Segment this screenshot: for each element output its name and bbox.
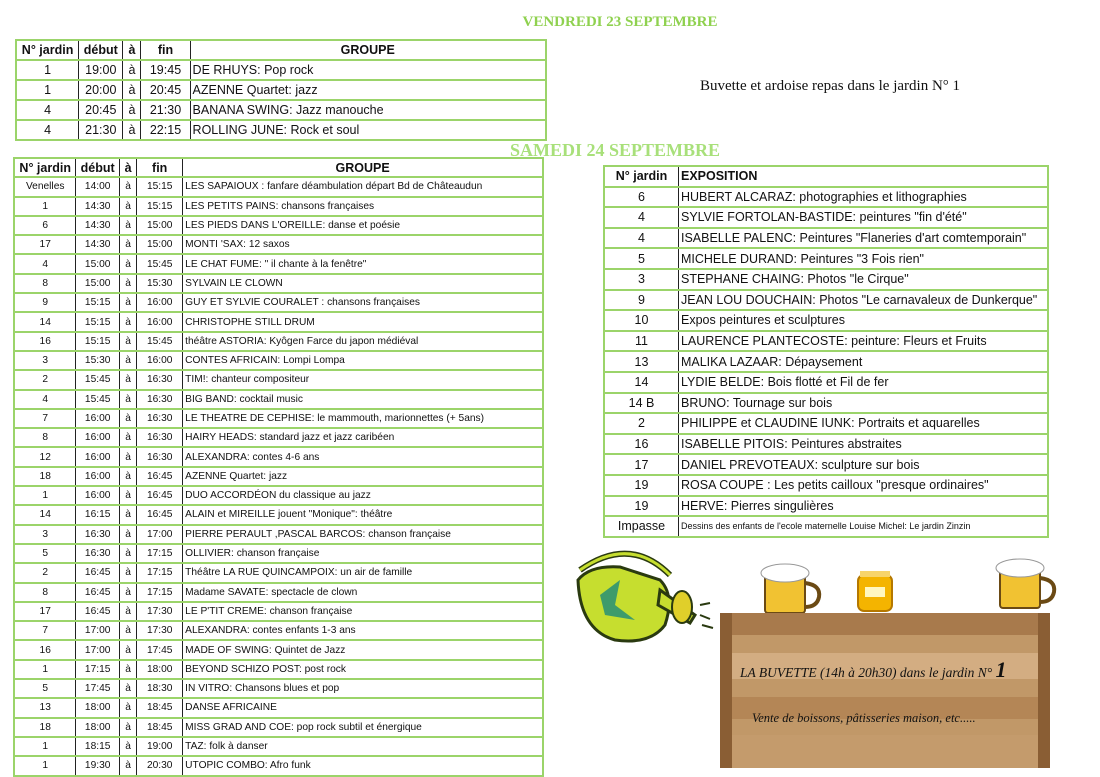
saturday-cell: à bbox=[119, 544, 136, 563]
table-row bbox=[14, 254, 543, 273]
exposition-cell: ISABELLE PALENC: Peintures "Flaneries d'art comtemporain" bbox=[678, 228, 1048, 249]
saturday-cell: à bbox=[119, 505, 136, 524]
exposition-cell: STEPHANE CHAING: Photos "le Cirque" bbox=[678, 269, 1048, 290]
saturday-cell: 16:30 bbox=[76, 544, 120, 563]
table-row bbox=[14, 640, 543, 659]
saturday-header-3: fin bbox=[137, 158, 183, 177]
saturday-cell: 18:45 bbox=[137, 718, 183, 737]
saturday-cell: 17:30 bbox=[137, 621, 183, 640]
saturday-cell: 7 bbox=[14, 409, 76, 428]
friday-cell: 4 bbox=[16, 100, 79, 120]
saturday-cell: à bbox=[119, 312, 136, 331]
saturday-cell: à bbox=[119, 640, 136, 659]
exposition-cell: 11 bbox=[604, 331, 678, 352]
exposition-cell: JEAN LOU DOUCHAIN: Photos "Le carnavaleux de Dunkerque" bbox=[678, 290, 1048, 311]
saturday-cell: 2 bbox=[14, 563, 76, 582]
saturday-cell: 15:00 bbox=[76, 274, 120, 293]
saturday-cell: 18:45 bbox=[137, 698, 183, 717]
saturday-cell: à bbox=[119, 486, 136, 505]
saturday-cell: 17:00 bbox=[76, 640, 120, 659]
saturday-cell: LES PIEDS DANS L'OREILLE: danse et poésie bbox=[183, 216, 543, 235]
saturday-cell: CONTES AFRICAIN: Lompi Lompa bbox=[183, 351, 543, 370]
friday-cell: à bbox=[123, 120, 141, 140]
friday-cell: 1 bbox=[16, 60, 79, 80]
saturday-cell: 13 bbox=[14, 698, 76, 717]
saturday-cell: 17:00 bbox=[76, 621, 120, 640]
saturday-cell: 15:45 bbox=[137, 254, 183, 273]
saturday-cell: 7 bbox=[14, 621, 76, 640]
friday-cell: AZENNE Quartet: jazz bbox=[190, 80, 546, 100]
table-row bbox=[14, 563, 543, 582]
exposition-cell: 17 bbox=[604, 454, 678, 475]
saturday-cell: 4 bbox=[14, 390, 76, 409]
saturday-cell: 16:45 bbox=[76, 583, 120, 602]
wooden-crate bbox=[720, 613, 1050, 768]
table-row bbox=[14, 235, 543, 254]
saturday-cell: 18:00 bbox=[137, 660, 183, 679]
exposition-cell: DANIEL PREVOTEAUX: sculpture sur bois bbox=[678, 454, 1048, 475]
saturday-cell: 18:15 bbox=[76, 737, 120, 756]
saturday-cell: UTOPIC COMBO: Afro funk bbox=[183, 756, 543, 775]
table-row bbox=[604, 290, 1048, 311]
table-row bbox=[14, 698, 543, 717]
saturday-cell: 17:45 bbox=[137, 640, 183, 659]
table-row bbox=[14, 467, 543, 486]
table-row bbox=[14, 216, 543, 235]
exposition-cell: SYLVIE FORTOLAN-BASTIDE: peintures "fin d'été" bbox=[678, 207, 1048, 228]
table-row bbox=[604, 496, 1048, 517]
exposition-cell: 10 bbox=[604, 310, 678, 331]
buvette-note: Buvette et ardoise repas dans le jardin N° 1 bbox=[699, 78, 961, 94]
saturday-cell: à bbox=[119, 390, 136, 409]
saturday-cell: 8 bbox=[14, 274, 76, 293]
saturday-cell: 19:30 bbox=[76, 756, 120, 775]
saturday-cell: à bbox=[119, 274, 136, 293]
saturday-cell: à bbox=[119, 332, 136, 351]
exposition-cell: 4 bbox=[604, 228, 678, 249]
saturday-cell: à bbox=[119, 583, 136, 602]
exposition-cell: 19 bbox=[604, 475, 678, 496]
table-row bbox=[604, 475, 1048, 496]
friday-cell: DE RHUYS: Pop rock bbox=[190, 60, 546, 80]
table-row bbox=[14, 409, 543, 428]
friday-cell: 19:00 bbox=[79, 60, 123, 80]
saturday-cell: 15:15 bbox=[76, 332, 120, 351]
saturday-cell: à bbox=[119, 447, 136, 466]
saturday-cell: 17:00 bbox=[137, 525, 183, 544]
saturday-cell: MADE OF SWING: Quintet de Jazz bbox=[183, 640, 543, 659]
saturday-cell: à bbox=[119, 756, 136, 775]
exposition-cell: 13 bbox=[604, 351, 678, 372]
saturday-header-2: à bbox=[119, 158, 136, 177]
table-row bbox=[14, 197, 543, 216]
saturday-cell: TAZ: folk à danser bbox=[183, 737, 543, 756]
saturday-cell: 3 bbox=[14, 351, 76, 370]
saturday-cell: 14:30 bbox=[76, 235, 120, 254]
saturday-header-4: GROUPE bbox=[183, 158, 543, 177]
saturday-cell: à bbox=[119, 235, 136, 254]
saturday-cell: 3 bbox=[14, 525, 76, 544]
table-row bbox=[14, 293, 543, 312]
exposition-cell: ISABELLE PITOIS: Peintures abstraites bbox=[678, 434, 1048, 455]
exposition-cell: 16 bbox=[604, 434, 678, 455]
saturday-cell: BIG BAND: cocktail music bbox=[183, 390, 543, 409]
saturday-cell: 12 bbox=[14, 447, 76, 466]
exposition-header-0: N° jardin bbox=[604, 166, 678, 187]
table-row bbox=[604, 372, 1048, 393]
exposition-cell: Impasse bbox=[604, 516, 678, 537]
exposition-cell: LAURENCE PLANTECOSTE: peinture: Fleurs et Fruits bbox=[678, 331, 1048, 352]
friday-cell: 4 bbox=[16, 120, 79, 140]
saturday-cell: à bbox=[119, 467, 136, 486]
saturday-cell: 17:45 bbox=[76, 679, 120, 698]
exposition-cell: 14 bbox=[604, 372, 678, 393]
friday-cell: 20:45 bbox=[79, 100, 123, 120]
friday-cell: 20:00 bbox=[79, 80, 123, 100]
saturday-cell: à bbox=[119, 602, 136, 621]
table-row bbox=[16, 60, 546, 80]
friday-cell: 21:30 bbox=[141, 100, 190, 120]
saturday-cell: 15:45 bbox=[76, 370, 120, 389]
table-row bbox=[14, 486, 543, 505]
saturday-cell: 5 bbox=[14, 679, 76, 698]
saturday-cell: 17:15 bbox=[137, 583, 183, 602]
saturday-cell: HAIRY HEADS: standard jazz et jazz caribéen bbox=[183, 428, 543, 447]
saturday-cell: TIM!: chanteur compositeur bbox=[183, 370, 543, 389]
friday-cell: 22:15 bbox=[141, 120, 190, 140]
exposition-cell: MALIKA LAZAAR: Dépaysement bbox=[678, 351, 1048, 372]
friday-header-2: à bbox=[123, 40, 141, 60]
saturday-cell: 15:45 bbox=[76, 390, 120, 409]
buvette-heading bbox=[740, 657, 1040, 683]
saturday-cell: SYLVAIN LE CLOWN bbox=[183, 274, 543, 293]
exposition-cell: 6 bbox=[604, 187, 678, 208]
saturday-cell: 18:30 bbox=[137, 679, 183, 698]
saturday-cell: LE CHAT FUME: " il chante à la fenêtre" bbox=[183, 254, 543, 273]
saturday-cell: à bbox=[119, 351, 136, 370]
table-row bbox=[16, 120, 546, 140]
friday-title: VENDREDI 23 SEPTEMBRE bbox=[522, 14, 718, 30]
saturday-cell: 5 bbox=[14, 544, 76, 563]
table-row bbox=[14, 428, 543, 447]
exposition-cell: Expos peintures et sculptures bbox=[678, 310, 1048, 331]
saturday-cell: DUO ACCORDÉON du classique au jazz bbox=[183, 486, 543, 505]
saturday-cell: BEYOND SCHIZO POST: post rock bbox=[183, 660, 543, 679]
saturday-cell: Madame SAVATE: spectacle de clown bbox=[183, 583, 543, 602]
saturday-cell: 19:00 bbox=[137, 737, 183, 756]
saturday-cell: 16:45 bbox=[76, 563, 120, 582]
table-row bbox=[14, 274, 543, 293]
table-row bbox=[14, 679, 543, 698]
buvette-garden-number: 1 bbox=[995, 657, 1007, 682]
saturday-cell: théâtre ASTORIA: Kyôgen Farce du japon médiéval bbox=[183, 332, 543, 351]
saturday-cell: à bbox=[119, 621, 136, 640]
exposition-table bbox=[603, 165, 1049, 538]
saturday-cell: 4 bbox=[14, 254, 76, 273]
friday-cell: à bbox=[123, 100, 141, 120]
table-row bbox=[14, 390, 543, 409]
saturday-cell: 2 bbox=[14, 370, 76, 389]
saturday-cell: 16:00 bbox=[76, 409, 120, 428]
saturday-cell: LES SAPAIOUX : fanfare déambulation départ Bd de Châteaudun bbox=[183, 177, 543, 196]
table-row bbox=[14, 351, 543, 370]
saturday-cell: 15:00 bbox=[137, 216, 183, 235]
saturday-cell: 8 bbox=[14, 428, 76, 447]
saturday-cell: à bbox=[119, 428, 136, 447]
saturday-cell: 1 bbox=[14, 486, 76, 505]
saturday-cell: à bbox=[119, 563, 136, 582]
saturday-cell: 16:00 bbox=[76, 428, 120, 447]
saturday-cell: 16 bbox=[14, 332, 76, 351]
honey-jar-icon bbox=[858, 571, 892, 611]
saturday-cell: 16 bbox=[14, 640, 76, 659]
table-row bbox=[604, 434, 1048, 455]
watering-can-icon bbox=[578, 554, 713, 641]
saturday-cell: 16:00 bbox=[76, 467, 120, 486]
saturday-cell: 18 bbox=[14, 718, 76, 737]
saturday-cell: à bbox=[119, 525, 136, 544]
saturday-cell: 15:45 bbox=[137, 332, 183, 351]
saturday-cell: à bbox=[119, 409, 136, 428]
friday-cell: à bbox=[123, 60, 141, 80]
saturday-cell: 18:00 bbox=[76, 698, 120, 717]
saturday-cell: 16:45 bbox=[76, 602, 120, 621]
saturday-cell: 6 bbox=[14, 216, 76, 235]
saturday-cell: 15:00 bbox=[76, 254, 120, 273]
saturday-cell: 15:15 bbox=[137, 197, 183, 216]
saturday-cell: ALEXANDRA: contes 4-6 ans bbox=[183, 447, 543, 466]
table-row bbox=[14, 177, 543, 196]
saturday-cell: à bbox=[119, 254, 136, 273]
saturday-cell: LE P'TIT CREME: chanson française bbox=[183, 602, 543, 621]
saturday-cell: à bbox=[119, 698, 136, 717]
table-row bbox=[14, 718, 543, 737]
saturday-cell: 15:15 bbox=[76, 293, 120, 312]
table-row bbox=[604, 413, 1048, 434]
friday-cell: 19:45 bbox=[141, 60, 190, 80]
table-row bbox=[604, 310, 1048, 331]
table-row bbox=[14, 621, 543, 640]
saturday-cell: 16:00 bbox=[137, 293, 183, 312]
saturday-cell: MONTI 'SAX: 12 saxos bbox=[183, 235, 543, 254]
saturday-header-1: début bbox=[76, 158, 120, 177]
saturday-cell: PIERRE PERAULT ,PASCAL BARCOS: chanson française bbox=[183, 525, 543, 544]
table-row bbox=[604, 331, 1048, 352]
saturday-cell: 17 bbox=[14, 235, 76, 254]
saturday-cell: 17 bbox=[14, 602, 76, 621]
table-row bbox=[604, 248, 1048, 269]
exposition-cell: LYDIE BELDE: Bois flotté et Fil de fer bbox=[678, 372, 1048, 393]
saturday-cell: 14:00 bbox=[76, 177, 120, 196]
saturday-cell: à bbox=[119, 737, 136, 756]
friday-cell: ROLLING JUNE: Rock et soul bbox=[190, 120, 546, 140]
table-row bbox=[14, 583, 543, 602]
saturday-cell: 15:30 bbox=[76, 351, 120, 370]
buvette-subtext: Vente de boissons, pâtisseries maison, etc..... bbox=[752, 711, 976, 725]
saturday-cell: 16:45 bbox=[137, 486, 183, 505]
saturday-cell: Venelles bbox=[14, 177, 76, 196]
table-row bbox=[14, 544, 543, 563]
saturday-cell: 16:00 bbox=[76, 447, 120, 466]
table-row bbox=[604, 207, 1048, 228]
saturday-cell: à bbox=[119, 370, 136, 389]
exposition-cell: PHILIPPE et CLAUDINE IUNK: Portraits et aquarelles bbox=[678, 413, 1048, 434]
table-row bbox=[604, 269, 1048, 290]
table-row bbox=[604, 228, 1048, 249]
table-row bbox=[604, 393, 1048, 414]
saturday-cell: 14:30 bbox=[76, 197, 120, 216]
saturday-cell: 16:00 bbox=[76, 486, 120, 505]
table-row bbox=[16, 100, 546, 120]
saturday-cell: 16:00 bbox=[137, 312, 183, 331]
saturday-cell: IN VITRO: Chansons blues et pop bbox=[183, 679, 543, 698]
exposition-cell: HERVE: Pierres singulières bbox=[678, 496, 1048, 517]
exposition-cell: HUBERT ALCARAZ: photographies et lithographies bbox=[678, 187, 1048, 208]
friday-cell: 1 bbox=[16, 80, 79, 100]
table-row bbox=[14, 660, 543, 679]
table-row bbox=[604, 454, 1048, 475]
saturday-cell: 16:30 bbox=[137, 428, 183, 447]
saturday-cell: 16:30 bbox=[137, 447, 183, 466]
table-row bbox=[14, 505, 543, 524]
saturday-cell: ALAIN et MIREILLE jouent "Monique": théâtre bbox=[183, 505, 543, 524]
table-row bbox=[14, 332, 543, 351]
friday-cell: à bbox=[123, 80, 141, 100]
exposition-cell: 3 bbox=[604, 269, 678, 290]
saturday-cell: 1 bbox=[14, 660, 76, 679]
saturday-cell: 15:15 bbox=[76, 312, 120, 331]
table-row bbox=[14, 525, 543, 544]
table-row bbox=[16, 80, 546, 100]
friday-cell: 21:30 bbox=[79, 120, 123, 140]
table-row bbox=[604, 187, 1048, 208]
table-row bbox=[14, 756, 543, 775]
exposition-cell: 9 bbox=[604, 290, 678, 311]
table-row bbox=[14, 312, 543, 331]
exposition-cell: 14 B bbox=[604, 393, 678, 414]
saturday-cell: 14 bbox=[14, 312, 76, 331]
beer-mug-icon bbox=[996, 559, 1054, 608]
friday-header-1: début bbox=[79, 40, 123, 60]
friday-header-0: N° jardin bbox=[16, 40, 79, 60]
saturday-cell: à bbox=[119, 197, 136, 216]
exposition-cell: 5 bbox=[604, 248, 678, 269]
exposition-cell: Dessins des enfants de l'ecole maternelle Louise Michel: Le jardin Zinzin bbox=[678, 516, 1048, 537]
saturday-cell: à bbox=[119, 660, 136, 679]
buvette-heading-text: LA BUVETTE (14h à 20h30) dans le jardin N° bbox=[740, 665, 993, 680]
saturday-cell: 16:30 bbox=[137, 390, 183, 409]
exposition-cell: BRUNO: Tournage sur bois bbox=[678, 393, 1048, 414]
saturday-cell: 1 bbox=[14, 737, 76, 756]
beer-mug-icon bbox=[761, 564, 819, 613]
saturday-cell: 16:15 bbox=[76, 505, 120, 524]
saturday-cell: 14 bbox=[14, 505, 76, 524]
saturday-header-0: N° jardin bbox=[14, 158, 76, 177]
friday-cell: BANANA SWING: Jazz manouche bbox=[190, 100, 546, 120]
saturday-cell: 8 bbox=[14, 583, 76, 602]
friday-schedule-table bbox=[15, 39, 547, 141]
saturday-cell: 17:15 bbox=[137, 544, 183, 563]
table-row bbox=[14, 447, 543, 466]
buvette-illustration bbox=[560, 535, 1100, 775]
exposition-cell: MICHELE DURAND: Peintures "3 Fois rien" bbox=[678, 248, 1048, 269]
saturday-cell: 16:30 bbox=[137, 409, 183, 428]
saturday-schedule-table bbox=[13, 157, 544, 777]
saturday-cell: 15:30 bbox=[137, 274, 183, 293]
saturday-cell: à bbox=[119, 216, 136, 235]
saturday-cell: 15:15 bbox=[137, 177, 183, 196]
saturday-cell: 20:30 bbox=[137, 756, 183, 775]
friday-cell: 20:45 bbox=[141, 80, 190, 100]
saturday-cell: LE THEATRE DE CEPHISE: le mammouth, marionnettes (+ 5ans) bbox=[183, 409, 543, 428]
saturday-cell: DANSE AFRICAINE bbox=[183, 698, 543, 717]
saturday-cell: 14:30 bbox=[76, 216, 120, 235]
friday-header-4: GROUPE bbox=[190, 40, 546, 60]
saturday-cell: 16:45 bbox=[137, 505, 183, 524]
exposition-header-1: EXPOSITION bbox=[678, 166, 1048, 187]
saturday-cell: à bbox=[119, 293, 136, 312]
exposition-cell: 2 bbox=[604, 413, 678, 434]
exposition-cell: ROSA COUPE : Les petits cailloux "presque ordinaires" bbox=[678, 475, 1048, 496]
saturday-cell: à bbox=[119, 679, 136, 698]
exposition-cell: 4 bbox=[604, 207, 678, 228]
saturday-cell: GUY ET SYLVIE COURALET : chansons françaises bbox=[183, 293, 543, 312]
saturday-cell: 16:30 bbox=[76, 525, 120, 544]
saturday-cell: OLLIVIER: chanson française bbox=[183, 544, 543, 563]
table-row bbox=[14, 602, 543, 621]
table-row bbox=[14, 737, 543, 756]
saturday-cell: 16:30 bbox=[137, 370, 183, 389]
saturday-cell: 17:15 bbox=[76, 660, 120, 679]
saturday-cell: MISS GRAD AND COE: pop rock subtil et énergique bbox=[183, 718, 543, 737]
saturday-cell: 17:15 bbox=[137, 563, 183, 582]
saturday-cell: CHRISTOPHE STILL DRUM bbox=[183, 312, 543, 331]
saturday-cell: 16:00 bbox=[137, 351, 183, 370]
saturday-cell: à bbox=[119, 718, 136, 737]
table-row bbox=[604, 516, 1048, 537]
saturday-cell: à bbox=[119, 177, 136, 196]
exposition-cell: 19 bbox=[604, 496, 678, 517]
saturday-cell: 18:00 bbox=[76, 718, 120, 737]
table-row bbox=[14, 370, 543, 389]
friday-header-3: fin bbox=[141, 40, 190, 60]
saturday-cell: ALEXANDRA: contes enfants 1-3 ans bbox=[183, 621, 543, 640]
saturday-cell: 16:45 bbox=[137, 467, 183, 486]
saturday-cell: AZENNE Quartet: jazz bbox=[183, 467, 543, 486]
saturday-cell: LES PETITS PAINS: chansons françaises bbox=[183, 197, 543, 216]
saturday-title: SAMEDI 24 SEPTEMBRE bbox=[509, 140, 721, 160]
saturday-cell: 18 bbox=[14, 467, 76, 486]
saturday-cell: 1 bbox=[14, 756, 76, 775]
saturday-cell: 17:30 bbox=[137, 602, 183, 621]
table-row bbox=[604, 351, 1048, 372]
saturday-cell: Théâtre LA RUE QUINCAMPOIX: un air de famille bbox=[183, 563, 543, 582]
saturday-cell: 9 bbox=[14, 293, 76, 312]
saturday-cell: 1 bbox=[14, 197, 76, 216]
saturday-cell: 15:00 bbox=[137, 235, 183, 254]
